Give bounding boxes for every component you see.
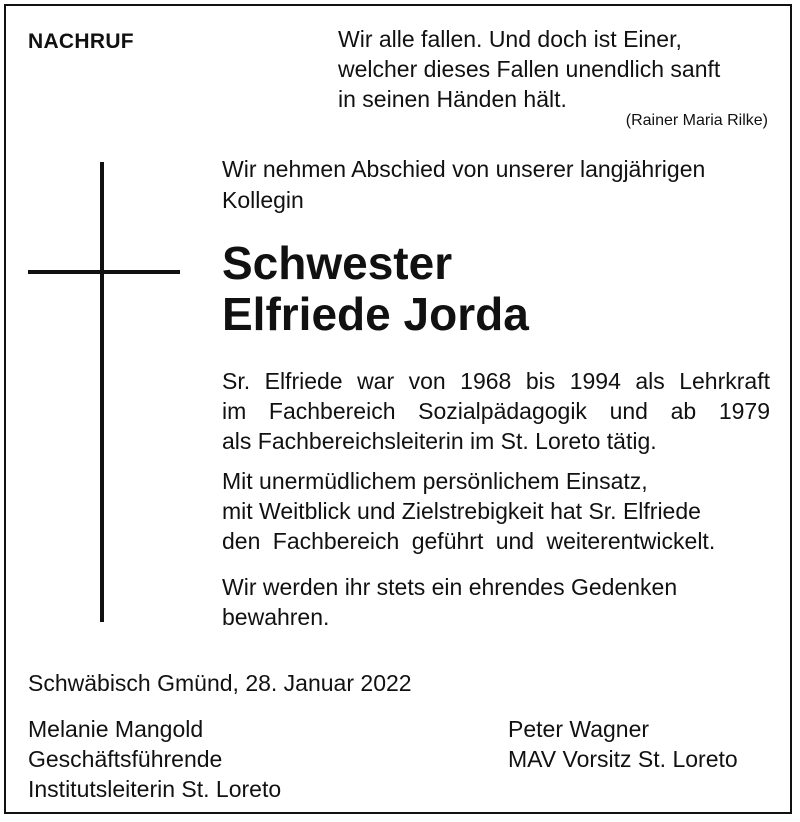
remembrance-paragraph [222, 572, 770, 632]
signatory-title: Institutsleiterin St. Loreto [28, 776, 282, 802]
signatory-title: Geschäftsführende [28, 746, 223, 772]
tribute-paragraph [222, 466, 770, 556]
paragraph-line: mit Weitblick und Zielstrebigkeit hat Sr. Elfriede [222, 498, 701, 524]
paragraph-line: Sr. Elfriede war von 1968 bis 1994 als Lehrkraft [222, 368, 770, 394]
quote-author: (Rainer Maria Rilke) [625, 112, 768, 129]
name-line-2: Elfriede Jorda [222, 288, 529, 340]
obituary-heading: NACHRUF [28, 30, 134, 53]
paragraph-line: im Fachbereich Sozialpädagogik und ab 1979 [222, 398, 770, 424]
paragraph-line: den Fachbereich geführt und weiterentwickelt. [222, 528, 716, 554]
career-paragraph [222, 366, 770, 456]
name-line-1: Schwester [222, 237, 453, 289]
quote-line: Wir alle fallen. Und doch ist Einer, [338, 26, 682, 52]
signatory-name: Melanie Mangold [28, 716, 204, 742]
deceased-name [222, 238, 778, 340]
place-date: Schwäbisch Gmünd, 28. Januar 2022 [28, 670, 412, 696]
signatory-title: MAV Vorsitz St. Loreto [508, 746, 738, 772]
rilke-quote [338, 24, 778, 114]
quote-line: in seinen Händen hält. [338, 86, 567, 112]
paragraph-line: bewahren. [222, 604, 330, 630]
intro-text: Wir nehmen Abschied von unserer langjährigen Kollegin [222, 156, 706, 213]
paragraph-line: Wir werden ihr stets ein ehrendes Gedenken [222, 574, 678, 600]
cross-vertical-bar [100, 162, 104, 622]
signatory-right [508, 714, 738, 774]
signatory-name: Peter Wagner [508, 716, 650, 742]
paragraph-line: als Fachbereichsleiterin im St. Loreto tätig. [222, 428, 657, 454]
quote-line: welcher dieses Fallen unendlich sanft [338, 56, 721, 82]
cross-horizontal-bar [28, 270, 180, 274]
signatory-left [28, 714, 281, 804]
paragraph-line: Mit unermüdlichem persönlichem Einsatz, [222, 468, 648, 494]
